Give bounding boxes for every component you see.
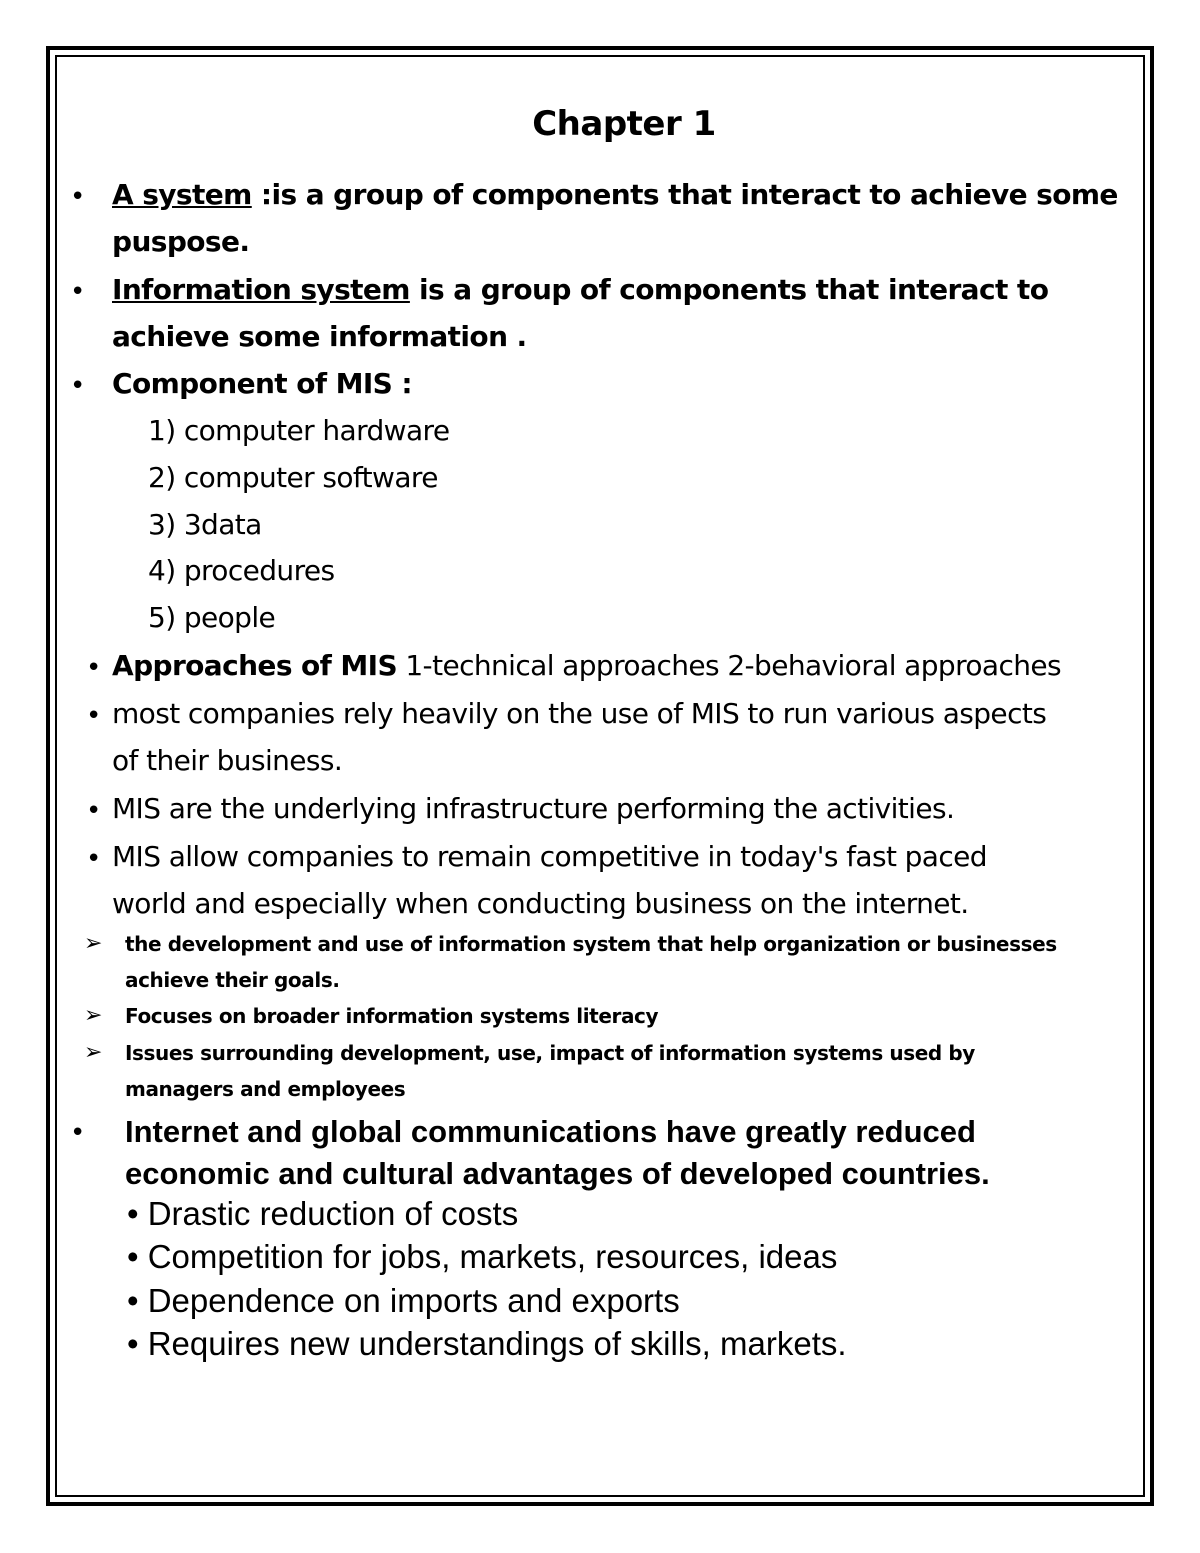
definition-text: :is a group of components that interact to achieve some <box>251 178 1118 211</box>
bullet-icon: • <box>86 701 102 731</box>
point-text: MIS are the underlying infrastructure performing the activities. <box>112 792 955 825</box>
globalization-item: • Competition for jobs, markets, resources, ideas <box>127 1238 838 1275</box>
point-text: world and especially when conducting business on the internet. <box>112 887 969 920</box>
arrow-point-text: achieve their goals. <box>125 968 340 992</box>
bullet-icon: • <box>86 844 102 874</box>
point-text: most companies rely heavily on the use of MIS to run various aspects <box>112 697 1047 730</box>
arrow-point-text: Issues surrounding development, use, impact of information systems used by <box>125 1041 975 1065</box>
globalization-item: • Dependence on imports and exports <box>127 1282 680 1319</box>
point-text: of their business. <box>112 744 343 777</box>
definition-system <box>112 178 1118 211</box>
component-item: 5) people <box>148 601 276 634</box>
bullet-icon: • <box>70 371 86 401</box>
approaches-label: Approaches of MIS <box>112 649 398 682</box>
definition-information-system <box>112 273 1048 306</box>
definition-text: is a group of components that interact to <box>409 273 1049 306</box>
component-item: 1) computer hardware <box>148 414 450 447</box>
definition-term: A system <box>112 178 252 211</box>
component-item: 3) 3data <box>148 508 262 541</box>
point-text: MIS allow companies to remain competitive in today's fast paced <box>112 840 987 873</box>
approaches-text: 1-technical approaches 2-behavioral approaches <box>397 649 1062 682</box>
arrow-point-text: managers and employees <box>125 1077 406 1101</box>
definition-term: Information system <box>112 273 410 306</box>
definition-continuation: achieve some information . <box>112 320 527 353</box>
globalization-item: • Requires new understandings of skills, markets. <box>127 1325 847 1362</box>
globalization-item: • Drastic reduction of costs <box>127 1195 519 1232</box>
arrow-bullet-icon: ➢ <box>84 1040 103 1065</box>
globalization-heading: Internet and global communications have greatly reduced <box>125 1114 976 1149</box>
component-item: 2) computer software <box>148 461 438 494</box>
bullet-icon: • <box>86 796 102 826</box>
components-heading: Component of MIS : <box>112 367 412 400</box>
bullet-icon: • <box>70 1118 86 1148</box>
arrow-bullet-icon: ➢ <box>84 1003 103 1028</box>
globalization-heading: economic and cultural advantages of developed countries. <box>125 1156 990 1191</box>
approaches-line <box>112 649 1061 682</box>
bullet-icon: • <box>70 277 86 307</box>
arrow-point-text: Focuses on broader information systems literacy <box>125 1004 659 1028</box>
arrow-bullet-icon: ➢ <box>84 931 103 956</box>
arrow-point-text: the development and use of information system that help organization or businesses <box>125 932 1057 956</box>
component-item: 4) procedures <box>148 554 335 587</box>
definition-continuation: puspose. <box>112 225 250 258</box>
page-title: Chapter 1 <box>532 104 716 144</box>
bullet-icon: • <box>86 653 102 683</box>
bullet-icon: • <box>70 182 86 212</box>
